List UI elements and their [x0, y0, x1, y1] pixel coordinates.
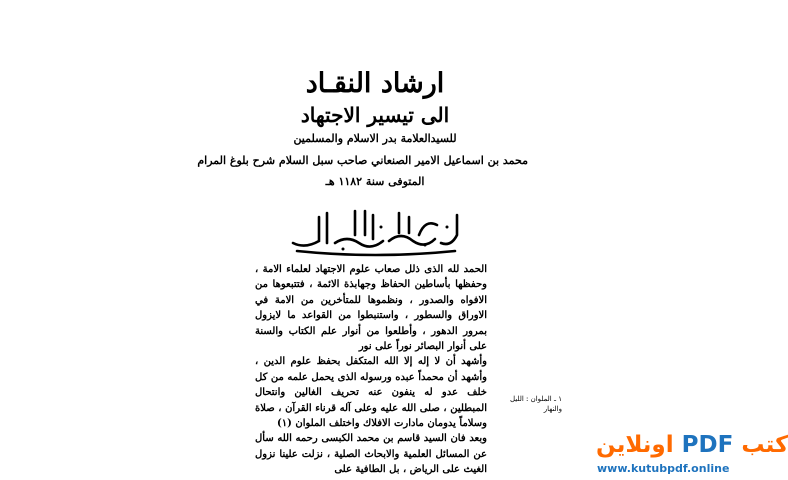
- basmala-calligraphy: [285, 205, 465, 255]
- body-text: [255, 262, 487, 478]
- author-line: للسيدالعلامة بدر الاسلام والمسلمين: [293, 132, 457, 145]
- book-title: ارشاد النقـاد: [305, 68, 445, 99]
- watermark-url: www.kutubpdf.online: [597, 462, 730, 475]
- watermark-pdf: PDF: [681, 432, 734, 458]
- paragraph: وبعد فان السيد قاسم بن محمد الكبسى رحمه الله سأل عن المسائل العلمية والابحاث الصلية ، نزلت علينا نزول الغيث على الرياض ، بل الطافية على: [255, 433, 487, 476]
- author-name: محمد بن اسماعيل الامير الصنعاني صاحب سبل السلام شرح بلوغ المرام: [197, 154, 528, 167]
- paragraph: وأشهد أن لا إله إلا الله المتكفل بحفظ علوم الدين ، وأشهد أن محمداً عبده ورسوله الذى يحمل علمه من كل خلف عدو له ينفون عنه تحريف الغالين وانتحال المبطلين ، صلى الله عليه وعلى آله قرناء القرآن ، صلاة وسلاماً يدومان مادارت الافلاك واختلف الملوان (١): [255, 356, 487, 430]
- basmala-calligraphy-icon: [285, 205, 465, 255]
- watermark-logo: [596, 432, 788, 458]
- paragraph: الحمد لله الذى ذلل صعاب علوم الاجتهاد لعلماء الامة ، وحفظها بأساطين الحفاظ وجهابذة الائمة ، فتتبعوها من الافواه والصدور ، ونظموها للمتأخرين من الامة في الاوراق والسطور ، واستنبطوا من القواعد ما لايزول بمرور الدهور ، وأطلعوا من أنوار علم الكتاب والسنة على أنوار البصائر نوراً على نور: [255, 264, 487, 353]
- watermark-suffix: اونلاين: [596, 432, 674, 458]
- footnote: ١ ـ الملوان : الليل والنهار: [509, 395, 562, 413]
- death-date: المتوفى سنة ١١٨٢ هـ: [325, 175, 425, 188]
- watermark-prefix: كتب: [741, 432, 788, 458]
- book-subtitle: الى تيسير الاجتهاد: [300, 103, 450, 127]
